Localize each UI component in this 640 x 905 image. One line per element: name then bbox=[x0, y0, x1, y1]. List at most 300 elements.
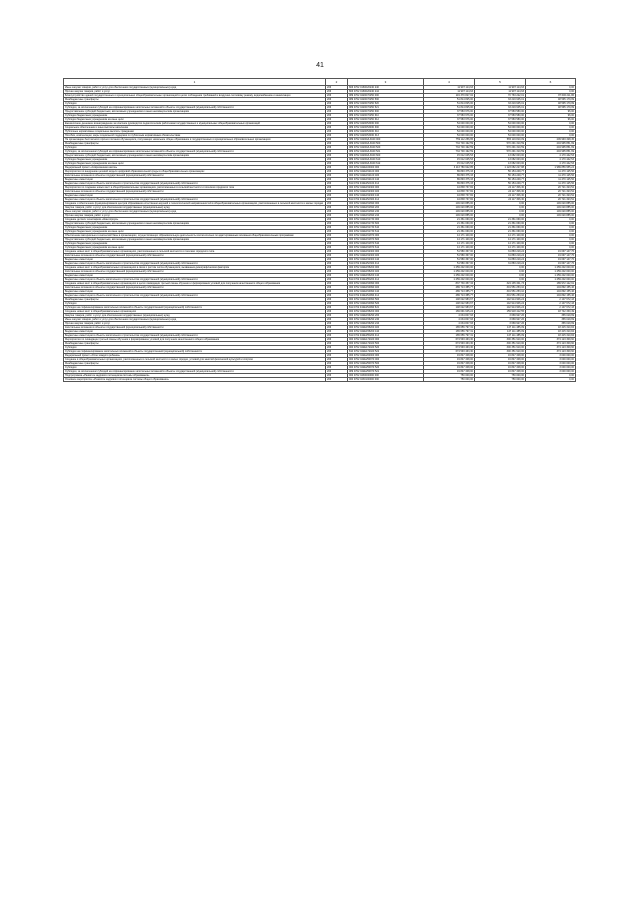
row-classification-code-cell: 000 0702 042E151730 612 bbox=[348, 230, 424, 234]
row-executed-cell: 16 847 348,00 bbox=[475, 366, 526, 370]
row-name-cell: Бюджетные инвестиции bbox=[64, 274, 326, 278]
row-executed-cell: 31 883 219,24 bbox=[475, 254, 526, 258]
row-classification-code-cell: 000 0702 042E250970 500 bbox=[348, 362, 424, 366]
row-line-code-cell: 206 bbox=[326, 330, 348, 334]
row-classification-code-cell: 089 0702 0420053030 000 bbox=[348, 122, 424, 126]
row-unexecuted-cell: 20 721 323,52 bbox=[526, 194, 576, 198]
row-approved-cell: 14 171 100,00 bbox=[424, 234, 475, 238]
row-name-cell: Субсидии бюджетным учреждениям на иные цели bbox=[64, 118, 326, 122]
row-line-code-cell: 206 bbox=[326, 302, 348, 306]
row-classification-code-cell: 000 0702 042E151870 000 bbox=[348, 234, 424, 238]
row-name-cell: Субсидии bbox=[64, 346, 326, 350]
row-approved-cell: 51 814 825,00 bbox=[424, 106, 475, 110]
row-line-code-cell: 206 bbox=[326, 90, 348, 94]
row-classification-code-cell: 811 0702 042E155200 414 bbox=[348, 278, 424, 282]
row-executed-cell: 24 117 306,30 bbox=[475, 198, 526, 202]
row-unexecuted-cell: 18 415 310,84 bbox=[526, 334, 576, 338]
row-line-code-cell: 206 bbox=[326, 134, 348, 138]
row-line-code-cell: 206 bbox=[326, 166, 348, 170]
row-line-code-cell: 206 bbox=[326, 122, 348, 126]
row-unexecuted-cell: 2 107 672,43 bbox=[526, 306, 576, 310]
row-classification-code-cell: 089 0702 042002L3040 521 bbox=[348, 150, 424, 154]
row-unexecuted-cell: 20 721 323,52 bbox=[526, 190, 576, 194]
row-approved-cell: 37 583 676,00 bbox=[424, 114, 475, 118]
row-executed-cell: 565 119 810,09 bbox=[475, 138, 526, 142]
row-executed-cell: 11 997 114,63 bbox=[475, 90, 526, 94]
row-name-cell: Закупка товаров, работ и услуг для обеспечения государственных (муниципальных) нужд bbox=[64, 206, 326, 210]
row-approved-cell: 14 171 100,00 bbox=[424, 242, 475, 246]
row-executed-cell: 750 000,00 bbox=[475, 378, 526, 382]
row-classification-code-cell: 089 0702 0420070250 600 bbox=[348, 110, 424, 114]
header-cell-classification-code: 3 bbox=[348, 79, 424, 86]
row-line-code-cell: 206 bbox=[326, 246, 348, 250]
row-approved-cell: 51 580 367,00 bbox=[424, 262, 475, 266]
row-classification-code-cell: 806 0702 0160020240 240 bbox=[348, 86, 424, 90]
row-classification-code-cell: 000 0702 042E172020 500 bbox=[348, 342, 424, 346]
row-line-code-cell: 206 bbox=[326, 206, 348, 210]
row-approved-cell: 149 020 885,00 bbox=[424, 210, 475, 214]
row-approved-cell: 15 012 045,53 bbox=[424, 158, 475, 162]
row-classification-code-cell: 000 0702 042E152100 400 bbox=[348, 174, 424, 178]
budget-table bbox=[63, 78, 576, 382]
row-line-code-cell: 206 bbox=[326, 154, 348, 158]
row-unexecuted-cell: 189 972 122,91 bbox=[526, 282, 576, 286]
row-approved-cell: 489 713 385,77 bbox=[424, 294, 475, 298]
row-name-cell: Капитальные вложения в объекты государственной (муниципальной) собственности bbox=[64, 270, 326, 274]
row-executed-cell: 54 000 000,00 bbox=[475, 122, 526, 126]
row-executed-cell: 13 082 003,00 bbox=[475, 158, 526, 162]
row-classification-code-cell: 000 0702 0430100000 000 bbox=[348, 378, 424, 382]
row-name-cell: Капитальные вложения в объекты государственной (муниципальной) собственности bbox=[64, 286, 326, 290]
row-name-cell: Иные закупки товаров, работ и услуг для обеспечения государственных (муниципальных) нужд bbox=[64, 86, 326, 90]
row-name-cell: Субсидии бюджетным учреждениям bbox=[64, 158, 326, 162]
row-approved-cell: 19 847 348,00 bbox=[424, 366, 475, 370]
row-line-code-cell: 206 bbox=[326, 222, 348, 226]
row-unexecuted-cell: 3 000 000,00 bbox=[526, 358, 576, 362]
row-name-cell: Бюджетные инвестиции bbox=[64, 290, 326, 294]
row-line-code-cell: 206 bbox=[326, 334, 348, 338]
row-classification-code-cell: 000 0702 042E151690 200 bbox=[348, 206, 424, 210]
page-number: 41 bbox=[316, 62, 324, 69]
row-name-cell: Бюджетные инвестиции bbox=[64, 194, 326, 198]
row-unexecuted-cell: 2 107 672,43 bbox=[526, 302, 576, 306]
row-unexecuted-cell: 204 995 851,69 bbox=[526, 146, 576, 150]
row-name-cell: Бюджетные инвестиции bbox=[64, 258, 326, 262]
row-approved-cell: 165 656 797,31 bbox=[424, 334, 475, 338]
row-classification-code-cell: 000 0702 042E151690 240 bbox=[348, 210, 424, 214]
row-unexecuted-cell: 87 606 211,86 bbox=[526, 94, 576, 98]
row-approved-cell: 1 259 202 000,00 bbox=[424, 274, 475, 278]
row-classification-code-cell: 811 0702 042E152300 414 bbox=[348, 198, 424, 202]
row-line-code-cell: 206 bbox=[326, 294, 348, 298]
row-classification-code-cell: 000 0702 042E152300 400 bbox=[348, 190, 424, 194]
row-classification-code-cell: 089 0702 042002L3040 612 bbox=[348, 162, 424, 166]
row-classification-code-cell: 089 0702 0420053030 313 bbox=[348, 134, 424, 138]
row-name-cell: Капитальные вложения в объекты государственной (муниципальной) собственности bbox=[64, 190, 326, 194]
row-executed-cell: 0,00 bbox=[475, 202, 526, 206]
row-line-code-cell: 206 bbox=[326, 354, 348, 358]
row-unexecuted-cell: 374 123 309,60 bbox=[526, 338, 576, 342]
row-executed-cell: 31 883 219,24 bbox=[475, 258, 526, 262]
row-executed-cell: 37 583 580,00 bbox=[475, 118, 526, 122]
row-name-cell: Субсидии бюджетным учреждениям на иные цели bbox=[64, 246, 326, 250]
row-executed-cell: 570 291 310,59 bbox=[475, 146, 526, 150]
row-classification-code-cell: 000 0702 042E151730 600 bbox=[348, 222, 424, 226]
row-classification-code-cell: 000 0702 042E155200 410 bbox=[348, 274, 424, 278]
row-approved-cell: 89 893 375,33 bbox=[424, 174, 475, 178]
row-name-cell: Иные закупки товаров, работ и услуг для обеспечения государственных (муниципальных) нужд bbox=[64, 210, 326, 214]
row-executed-cell: 14 171 100,00 bbox=[475, 246, 526, 250]
row-line-code-cell: 206 bbox=[326, 262, 348, 266]
table-body bbox=[64, 79, 576, 382]
row-approved-cell: 759 112 256,65 bbox=[424, 138, 475, 142]
row-unexecuted-cell: 2 107 672,43 bbox=[526, 298, 576, 302]
row-name-cell: Бюджетные инвестиции bbox=[64, 330, 326, 334]
row-name-cell: Основное мероприятие «Развитие кадрового потенциала системы общего образования» bbox=[64, 378, 326, 382]
row-unexecuted-cell: 0,00 bbox=[526, 218, 576, 222]
row-name-cell: Создание новых мест в общеобразовательных организациях, расположенных в сельской местности и поселках городского типа bbox=[64, 250, 326, 254]
row-unexecuted-cell: 149 020 885,00 bbox=[526, 206, 576, 210]
row-name-cell: Межбюджетные трансферты bbox=[64, 362, 326, 366]
row-approved-cell: 149 020 885,00 bbox=[424, 214, 475, 218]
header-cell-unexecuted: 6 bbox=[526, 79, 576, 86]
table-row bbox=[64, 378, 576, 382]
row-approved-cell: 21 361 060,00 bbox=[424, 226, 475, 230]
row-line-code-cell: 206 bbox=[326, 230, 348, 234]
row-approved-cell: 37 583 676,00 bbox=[424, 110, 475, 114]
row-name-cell: Субсидии на софинансирование капитальных вложений в объекты государственной (муниципальной) собственности bbox=[64, 306, 326, 310]
row-name-cell: Пособия, компенсации, меры социальной поддержки по публичным нормативным обязательствам bbox=[64, 134, 326, 138]
row-unexecuted-cell: 104 892 155,46 bbox=[526, 286, 576, 290]
row-name-cell: Межбюджетные трансферты bbox=[64, 298, 326, 302]
row-line-code-cell: 206 bbox=[326, 266, 348, 270]
row-approved-cell: 54 000 000,00 bbox=[424, 134, 475, 138]
row-unexecuted-cell: 0,00 bbox=[526, 122, 576, 126]
row-name-cell: Капитальные вложения в объекты государственной (муниципальной) собственности bbox=[64, 174, 326, 178]
row-classification-code-cell: 089 0702 0420053030 310 bbox=[348, 130, 424, 134]
row-classification-code-cell: 089 0702 0420070250 500 bbox=[348, 98, 424, 102]
row-line-code-cell: 206 bbox=[326, 370, 348, 374]
row-executed-cell: 21 361 060,00 bbox=[475, 222, 526, 226]
row-approved-cell: 148 022 983,67 bbox=[424, 306, 475, 310]
row-approved-cell: 51 814 825,00 bbox=[424, 98, 475, 102]
row-name-cell: Мероприятия по созданию новых мест в общеобразовательных организациях, расположенных в сельской местности и поселках городского типа bbox=[64, 186, 326, 190]
row-unexecuted-cell: 104 892 155,46 bbox=[526, 290, 576, 294]
row-classification-code-cell: 000 0702 042E154990 520 bbox=[348, 302, 424, 306]
row-approved-cell: 44 838 737,82 bbox=[424, 186, 475, 190]
row-line-code-cell: 206 bbox=[326, 174, 348, 178]
row-executed-cell: 16 847 348,00 bbox=[475, 354, 526, 358]
row-executed-cell: 142 914 906,24 bbox=[475, 302, 526, 306]
row-approved-cell: 15 012 045,53 bbox=[424, 154, 475, 158]
row-line-code-cell: 206 bbox=[326, 338, 348, 342]
row-line-code-cell: 206 bbox=[326, 366, 348, 370]
row-classification-code-cell: 811 0702 042E152300 414 bbox=[348, 262, 424, 266]
row-unexecuted-cell: 3 000 000,00 bbox=[526, 366, 576, 370]
row-name-cell: Субсидии бюджетным учреждениям bbox=[64, 242, 326, 246]
row-unexecuted-cell: 96,00 bbox=[526, 114, 576, 118]
row-classification-code-cell: 000 0702 042E154990 400 bbox=[348, 286, 424, 290]
row-executed-cell: 300 351 910,00 bbox=[475, 342, 526, 346]
row-unexecuted-cell: 19 697 147,76 bbox=[526, 254, 576, 258]
row-name-cell: Субсидии bbox=[64, 102, 326, 106]
row-executed-cell: 31 883 219,24 bbox=[475, 250, 526, 254]
row-approved-cell: 54 000 000,00 bbox=[424, 126, 475, 130]
row-classification-code-cell: 000 0702 042E152300 410 bbox=[348, 194, 424, 198]
row-name-cell: Федеральный проект «Современная школа» bbox=[64, 166, 326, 170]
row-executed-cell: 31 883 219,24 bbox=[475, 262, 526, 266]
row-unexecuted-cell: 0,00 bbox=[526, 246, 576, 250]
header-cell-approved: 4 bbox=[424, 79, 475, 86]
row-approved-cell: 14 171 100,00 bbox=[424, 246, 475, 250]
row-approved-cell: 750 000,00 bbox=[424, 378, 475, 382]
row-executed-cell: 37 583 580,00 bbox=[475, 110, 526, 114]
row-line-code-cell: 206 bbox=[326, 234, 348, 238]
row-line-code-cell: 206 bbox=[326, 218, 348, 222]
row-executed-cell: 0,00 bbox=[475, 278, 526, 282]
row-name-cell: Субсидии бюджетным учреждениям на иные цели bbox=[64, 162, 326, 166]
row-executed-cell: 300 351 910,00 bbox=[475, 346, 526, 350]
row-line-code-cell: 206 bbox=[326, 274, 348, 278]
row-line-code-cell: 206 bbox=[326, 102, 348, 106]
row-executed-cell: 0,00 bbox=[475, 214, 526, 218]
row-unexecuted-cell: 1 259 202 000,00 bbox=[526, 274, 576, 278]
row-classification-code-cell: 000 0702 042E152300 400 bbox=[348, 254, 424, 258]
row-name-cell: Субсидии bbox=[64, 366, 326, 370]
row-classification-code-cell: 000 0702 042E250970 520 bbox=[348, 366, 424, 370]
row-unexecuted-cell: 96,00 bbox=[526, 118, 576, 122]
row-executed-cell: 54 000 000,00 bbox=[475, 134, 526, 138]
row-unexecuted-cell: 374 123 309,60 bbox=[526, 342, 576, 346]
row-executed-cell: 1 123 082 227,88 bbox=[475, 166, 526, 170]
row-executed-cell: 142 914 906,24 bbox=[475, 306, 526, 310]
row-executed-cell: 0,00 bbox=[475, 210, 526, 214]
row-approved-cell: 1 259 202 000,00 bbox=[424, 266, 475, 270]
row-classification-code-cell: 089 0702 0420070250 610 bbox=[348, 114, 424, 118]
row-unexecuted-cell: 0,00 bbox=[526, 130, 576, 134]
row-approved-cell: 674 593 463,30 bbox=[424, 350, 475, 354]
row-line-code-cell: 206 bbox=[326, 278, 348, 282]
row-line-code-cell: 206 bbox=[326, 242, 348, 246]
row-approved-cell: 19 847 348,00 bbox=[424, 358, 475, 362]
row-executed-cell: 0,00 bbox=[475, 274, 526, 278]
row-name-cell: Субсидии бюджетным учреждениям на иные цели bbox=[64, 230, 326, 234]
row-unexecuted-cell: 0,00 bbox=[526, 226, 576, 230]
row-classification-code-cell: 000 0702 042E151730 000 bbox=[348, 218, 424, 222]
row-approved-cell: 149 020 885,00 bbox=[424, 202, 475, 206]
row-classification-code-cell: 000 0702 042E151690 244 bbox=[348, 214, 424, 218]
row-line-code-cell: 206 bbox=[326, 250, 348, 254]
row-unexecuted-cell: 365 019,69 bbox=[526, 322, 576, 326]
row-unexecuted-cell: 0,00 bbox=[526, 134, 576, 138]
row-line-code-cell: 206 bbox=[326, 106, 348, 110]
row-classification-code-cell: 000 0702 042E155200 000 bbox=[348, 266, 424, 270]
row-name-cell: Федеральный проект «Успех каждого ребенка» bbox=[64, 354, 326, 358]
row-name-cell: Субсидии бюджетным учреждениям bbox=[64, 226, 326, 230]
row-name-cell: Субсидии, за исключением субсидий на софинансирование капитальных вложений в объекты государственной (муниципальной) собственности bbox=[64, 150, 326, 154]
row-approved-cell: 51 580 367,00 bbox=[424, 258, 475, 262]
row-executed-cell: 147 111 485,09 bbox=[475, 330, 526, 334]
header-cell-executed: 5 bbox=[475, 79, 526, 86]
row-executed-cell: 14 171 100,00 bbox=[475, 238, 526, 242]
row-line-code-cell: 206 bbox=[326, 306, 348, 310]
row-line-code-cell: 206 bbox=[326, 350, 348, 354]
row-classification-code-cell: 000 0702 042E155200 400 bbox=[348, 270, 424, 274]
row-approved-cell: 148 022 983,67 bbox=[424, 302, 475, 306]
row-approved-cell: 21 361 060,00 bbox=[424, 222, 475, 226]
row-executed-cell: 3 669 927,26 bbox=[475, 322, 526, 326]
row-approved-cell: 44 838 737,82 bbox=[424, 194, 475, 198]
row-name-cell: Прочая закупка товаров, работ и услуг bbox=[64, 322, 326, 326]
row-approved-cell: 674 593 463,30 bbox=[424, 338, 475, 342]
row-approved-cell: 54 000 000,00 bbox=[424, 130, 475, 134]
row-executed-cell: 301 551 253,10 bbox=[475, 286, 526, 290]
row-classification-code-cell: 000 0702 042E155200 410 bbox=[348, 330, 424, 334]
row-classification-code-cell: 000 0702 042E151690 000 bbox=[348, 202, 424, 206]
row-approved-cell: 734 700 192,59 bbox=[424, 142, 475, 146]
row-line-code-cell: 206 bbox=[326, 110, 348, 114]
row-classification-code-cell: 000 0702 042E152100 000 bbox=[348, 170, 424, 174]
row-name-cell: Межбюджетные трансферты bbox=[64, 342, 326, 346]
row-name-cell: Субсидии на софинансирование капитальных вложений в объекты государственной (муниципальной) собственности bbox=[64, 350, 326, 354]
row-name-cell: Субсидии бюджетным учреждениям bbox=[64, 114, 326, 118]
row-unexecuted-cell: 18 415 310,84 bbox=[526, 330, 576, 334]
row-approved-cell: 119 370 827,02 bbox=[424, 94, 475, 98]
row-approved-cell: 19 847 348,00 bbox=[424, 370, 475, 374]
row-executed-cell: 33 219 645,01 bbox=[475, 106, 526, 110]
row-approved-cell: 4 034 847,93 bbox=[424, 314, 475, 318]
header-cell-name: 1 bbox=[64, 79, 326, 86]
row-classification-code-cell: 000 0702 042E200000 000 bbox=[348, 354, 424, 358]
row-line-code-cell: 206 bbox=[326, 210, 348, 214]
row-name-cell: Иные закупки товаров, работ и услуг для обеспечения государственных (муниципальных) нужд bbox=[64, 318, 326, 322]
row-line-code-cell: 206 bbox=[326, 254, 348, 258]
row-classification-code-cell: 806 0702 0160020240 244 bbox=[348, 90, 424, 94]
row-executed-cell: 33 219 645,01 bbox=[475, 98, 526, 102]
row-executed-cell: 750 000,00 bbox=[475, 374, 526, 378]
row-line-code-cell: 206 bbox=[326, 94, 348, 98]
row-approved-cell: 11 997 114,63 bbox=[424, 90, 475, 94]
row-classification-code-cell: 000 0702 042E152300 000 bbox=[348, 250, 424, 254]
row-executed-cell: 54 000 000,00 bbox=[475, 130, 526, 134]
row-approved-cell: 51 580 367,00 bbox=[424, 250, 475, 254]
row-name-cell: Публичные нормативные социальные выплаты гражданам bbox=[64, 130, 326, 134]
row-line-code-cell: 206 bbox=[326, 150, 348, 154]
row-unexecuted-cell: 11 470 125,56 bbox=[526, 174, 576, 178]
row-approved-cell: 37 583 676,00 bbox=[424, 118, 475, 122]
row-name-cell: Ежемесячное денежное вознаграждение за классное руководство педагогическим работникам государственных и муниципальных общеобразовательных организаций bbox=[64, 122, 326, 126]
row-classification-code-cell: 811 0702 042E154990 414 bbox=[348, 294, 424, 298]
row-classification-code-cell: 089 0702 042002L3040 610 bbox=[348, 158, 424, 162]
row-executed-cell: 54 000 000,00 bbox=[475, 126, 526, 130]
row-line-code-cell: 206 bbox=[326, 118, 348, 122]
row-executed-cell: 147 111 485,09 bbox=[475, 334, 526, 338]
row-unexecuted-cell: 1 259 202 000,00 bbox=[526, 270, 576, 274]
row-name-cell: Бюджетные инвестиции в объекты капитального строительства государственной (муниципальной) собственности bbox=[64, 182, 326, 186]
row-executed-cell: 24 117 306,30 bbox=[475, 186, 526, 190]
row-approved-cell: 51 814 825,00 bbox=[424, 102, 475, 106]
row-classification-code-cell: 000 0702 042E151870 612 bbox=[348, 246, 424, 250]
row-line-code-cell: 206 bbox=[326, 318, 348, 322]
row-unexecuted-cell: 3 000 000,00 bbox=[526, 362, 576, 366]
row-executed-cell: 16 847 348,00 bbox=[475, 370, 526, 374]
row-name-cell: Создание и обеспечение функционирования центров образования естественно-научной и технологической направленностей в общеобразовательных организациях, расположенных в сельской местности и малых городах bbox=[64, 202, 326, 206]
row-unexecuted-cell: 3 000 000,00 bbox=[526, 354, 576, 358]
row-approved-cell: 21 361 060,00 bbox=[424, 230, 475, 234]
row-approved-cell: 674 593 463,30 bbox=[424, 346, 475, 350]
row-unexecuted-cell: 96,00 bbox=[526, 110, 576, 114]
row-classification-code-cell: 089 0702 042002L3040 520 bbox=[348, 146, 424, 150]
row-unexecuted-cell: 18 415 310,84 bbox=[526, 326, 576, 330]
row-classification-code-cell: 000 0702 042E250970 000 bbox=[348, 358, 424, 362]
row-unexecuted-cell: 1 259 202 000,00 bbox=[526, 266, 576, 270]
row-name-cell: Прочая закупка товаров, работ и услуг bbox=[64, 214, 326, 218]
row-classification-code-cell: 000 0702 042E156290 244 bbox=[348, 322, 424, 326]
row-line-code-cell: 206 bbox=[326, 258, 348, 262]
row-executed-cell: 21 361 060,00 bbox=[475, 230, 526, 234]
row-name-cell: Бюджетные инвестиции в объекты капитального строительства государственной (муниципальной) собственности bbox=[64, 278, 326, 282]
row-approved-cell: 165 656 797,31 bbox=[424, 326, 475, 330]
row-name-cell: Предоставление субсидий бюджетным, автономным учреждениям и иным некоммерческим организациям bbox=[64, 110, 326, 114]
row-name-cell: Мероприятия по внедрению целевой модели цифровой образовательной среды в общеобразовательных организациях bbox=[64, 170, 326, 174]
row-line-code-cell: 206 bbox=[326, 142, 348, 146]
row-executed-cell: 21 361 060,00 bbox=[475, 218, 526, 222]
row-classification-code-cell: 000 0702 042E154990 500 bbox=[348, 298, 424, 302]
row-executed-cell: 14 171 100,00 bbox=[475, 234, 526, 238]
row-name-cell: Предоставление субсидий бюджетным, автономным учреждениям и иным некоммерческим организациям bbox=[64, 154, 326, 158]
row-approved-cell: 837 730 457,34 bbox=[424, 282, 475, 286]
row-approved-cell: 19 847 348,00 bbox=[424, 354, 475, 358]
row-approved-cell: 21 361 060,00 bbox=[424, 218, 475, 222]
row-name-cell: Бюджетные инвестиции в объекты капитального строительства государственной (муниципальной) собственности bbox=[64, 294, 326, 298]
row-unexecuted-cell: 0,00 bbox=[526, 222, 576, 226]
row-line-code-cell: 206 bbox=[326, 362, 348, 366]
row-name-cell: Создание в общеобразовательных организациях, расположенных в сельской местности и малых городах, условий для занятий физической культурой и спортом bbox=[64, 358, 326, 362]
row-unexecuted-cell: 48 595 179,99 bbox=[526, 98, 576, 102]
row-approved-cell: 489 713 385,77 bbox=[424, 286, 475, 290]
row-name-cell: Капитальные вложения в объекты государственной (муниципальной) собственности bbox=[64, 254, 326, 258]
row-line-code-cell: 206 bbox=[326, 126, 348, 130]
row-line-code-cell: 206 bbox=[326, 86, 348, 90]
row-approved-cell: 89 893 375,33 bbox=[424, 182, 475, 186]
row-executed-cell: 33 219 645,01 bbox=[475, 102, 526, 106]
row-name-cell: Межбюджетные трансферты bbox=[64, 142, 326, 146]
row-unexecuted-cell: 0,00 bbox=[526, 242, 576, 246]
row-name-cell: Капитальные вложения в объекты государственной (муниципальной) собственности bbox=[64, 326, 326, 330]
row-executed-cell: 56 154 249,77 bbox=[475, 174, 526, 178]
row-approved-cell: 4 034 847,93 bbox=[424, 322, 475, 326]
row-line-code-cell: 206 bbox=[326, 298, 348, 302]
row-classification-code-cell: 000 0702 042E152300 000 bbox=[348, 186, 424, 190]
row-unexecuted-cell: 149 020 885,00 bbox=[526, 214, 576, 218]
row-classification-code-cell: 089 0702 042002L3040 600 bbox=[348, 154, 424, 158]
row-line-code-cell: 206 bbox=[326, 182, 348, 186]
row-approved-cell: 750 000,00 bbox=[424, 374, 475, 378]
row-line-code-cell: 206 bbox=[326, 214, 348, 218]
row-classification-code-cell: 000 0702 042E156290 200 bbox=[348, 314, 424, 318]
row-name-cell: Субсидии bbox=[64, 302, 326, 306]
row-executed-cell: 14 171 100,00 bbox=[475, 242, 526, 246]
row-classification-code-cell: 000 0702 042E152100 410 bbox=[348, 178, 424, 182]
row-approved-cell: 148 022 983,67 bbox=[424, 298, 475, 302]
row-name-cell: Создание детских технопарков «Кванториум» bbox=[64, 218, 326, 222]
row-name-cell: На организацию бесплатного горячего питания обучающихся, получающих начальное общее образование в государственных и муниципальных образовательных организациях bbox=[64, 138, 326, 142]
row-name-cell: Субсидии, за исключением субсидий на софинансирование капитальных вложений в объекты государственной (муниципальной) собственности bbox=[64, 106, 326, 110]
row-executed-cell: 24 117 306,30 bbox=[475, 190, 526, 194]
row-unexecuted-cell: 19 697 147,76 bbox=[526, 258, 576, 262]
row-name-cell: Субсидии bbox=[64, 146, 326, 150]
row-unexecuted-cell: 0,00 bbox=[526, 374, 576, 378]
